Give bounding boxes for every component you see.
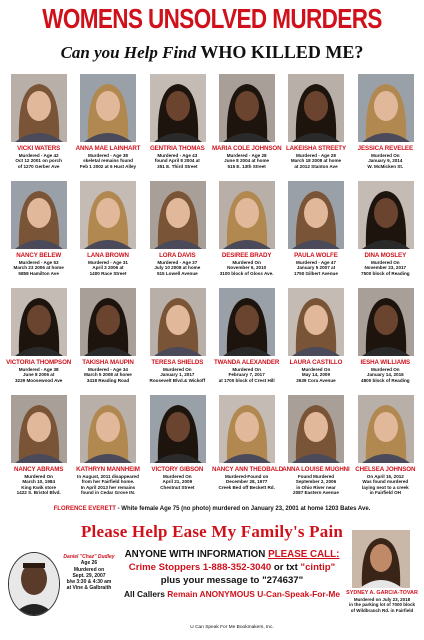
victim-info: Murdered On November 6, 2010 3100 block of Gloss Ave. (219, 260, 274, 276)
victim-name: VICTORIA THOMPSON (6, 359, 72, 366)
victim-photo (358, 288, 414, 356)
victim-photo (11, 181, 67, 249)
victim-row (4, 393, 420, 500)
victim-card (73, 286, 142, 393)
victim-name: GENTRIA THOMAS (149, 145, 205, 152)
victim-photo (288, 395, 344, 463)
chaz-info: Age 26 Murdered on Sept. 29, 2007 b/w 3:30 & 4:30 am at Vine & Galbraith (66, 560, 112, 592)
poster-subtitle (0, 42, 424, 63)
crime-stoppers-line (118, 562, 346, 573)
victim-info: Murdered - Age 38 skeletal remains found Feb 1 2002 at 6 Hust Alley (79, 153, 137, 169)
victim-name: NANCY BELEW (16, 252, 62, 259)
victim-info: Murdered - Age 38 June 8 2006 at 3229 Moosewood Ave (14, 367, 63, 383)
chaz-section (6, 546, 116, 636)
victim-name: DINA MOSLEY (364, 252, 407, 259)
victim-photo (150, 395, 206, 463)
anyone-line (118, 549, 346, 560)
victim-card (281, 393, 350, 500)
chaz-photo (8, 552, 60, 616)
sydney-info: Murdered on July 23, 2018 in the parking lot of 7000 block of Wildbranch Rd. in Fairfield (348, 597, 415, 613)
victim-photo (358, 181, 414, 249)
victim-card (281, 286, 350, 393)
victim-name: IESHA WILLIAMS (360, 359, 411, 366)
victim-name: LAURA CASTILLO (289, 359, 343, 366)
victim-info: Murdered-Found on December 28, 1977 Creek Bed off Beckett Rd. (218, 474, 275, 490)
sydney-photo (352, 530, 410, 588)
victim-info: Murdered On January 9, 2014 W. McMicken St. (367, 153, 404, 169)
victim-photo (219, 74, 275, 142)
victim-photo (358, 395, 414, 463)
victim-name: CHELSEA JOHNSON (355, 466, 416, 473)
victim-card (143, 179, 212, 286)
victim-card (4, 393, 73, 500)
anyone-text: ANYONE WITH INFORMATION (124, 549, 269, 560)
victim-card (211, 393, 284, 500)
victim-name: NANCY ABRAMS (13, 466, 64, 473)
victim-name: MARIA COLE JOHNSON (211, 145, 282, 152)
victim-photo (80, 288, 136, 356)
subtitle-italic: Can you Help Find (60, 43, 197, 62)
florence-name: FLORENCE EVERETT (53, 506, 116, 512)
victim-info: Murdered On March 10, 1984 King Kwik store 1422 S. Bristol Blvd. (16, 474, 61, 496)
cintip-text: "cintip" (300, 562, 336, 573)
victim-info: Murdered - Age 34 March 5 2008 at home 3418 Reading Road (84, 367, 132, 383)
remain-anon-text: Remain ANONYMOUS U-Can-Speak-For-Me (167, 589, 341, 599)
victim-name: LANA BROWN (87, 252, 129, 259)
florence-note (4, 506, 420, 512)
subtitle-caps: WHO KILLED ME? (200, 42, 364, 62)
victim-photo (11, 395, 67, 463)
victim-photo (80, 74, 136, 142)
victim-name: ANNA LOUISE MUGHNI (282, 466, 350, 473)
victim-photo (150, 74, 206, 142)
victim-card (351, 72, 420, 179)
crime-stoppers-number: Crime Stoppers 1-888-352-3040 (128, 562, 272, 573)
victim-info: Murdered On February 7, 2017 at 1700 block of Crest Hill (218, 367, 275, 383)
victim-name: NANCY ANN THEOBALD (211, 466, 284, 473)
victim-photo (219, 181, 275, 249)
victim-card (212, 286, 281, 393)
victim-card (351, 393, 420, 500)
victim-info: Murdered - Age 47 January 5 2007 at 1750 Gilbert Avenue (294, 260, 338, 276)
victim-card (212, 179, 281, 286)
victim-grid (4, 72, 420, 500)
victim-card (4, 72, 73, 179)
chaz-caption (60, 554, 118, 592)
victim-card (73, 179, 142, 286)
victim-info: Found Murdered September 2, 2006 in Ohio River near 2087 Eastern Avenue (293, 474, 339, 496)
victim-photo (288, 288, 344, 356)
victim-info: Murdered On November 23, 2017 7500 block of Reading (361, 260, 410, 276)
victim-photo (219, 395, 275, 463)
victim-name: ANNA MAE LAINHART (75, 145, 141, 152)
victim-info: Murdered On April 21, 2009 Chestnut Street (160, 474, 195, 490)
victim-row (4, 179, 420, 286)
victim-info: On April 15, 2012 Was found murdered laying next to a creek in Fairfield OH (361, 474, 409, 496)
victim-card (4, 286, 73, 393)
victim-photo (80, 181, 136, 249)
victim-photo (288, 74, 344, 142)
victim-info: Murdered On January 1, 2017 Roosevelt Blvd.& Wickoff (149, 367, 206, 383)
poster-title: WOMENS UNSOLVED MURDERS (42, 2, 382, 34)
callers-prefix: All Callers (123, 589, 168, 599)
victim-card (351, 179, 420, 286)
victim-photo (358, 74, 414, 142)
victim-card (212, 72, 281, 179)
victim-info: In August, 2011 disappeared from her Fairfield home. In April 2013 her remains found in Cedar Grove IN. (77, 474, 139, 496)
florence-text: - White female Age 75 (no photo) murdered on January 23, 2001 at home 1203 Bates Ave. (115, 506, 371, 512)
victim-name: PAULA WOLFE (294, 252, 338, 259)
please-call-text: PLEASE CALL: (268, 549, 340, 560)
bookmakers-credit: U Can Speak For Me Bookmakers, Inc. (190, 625, 274, 630)
victim-name: VICKI WATERS (17, 145, 61, 152)
victim-info: Murdered - Age 28 March 18 2008 at home at 2012 Stanton Ave (290, 153, 342, 169)
victim-card (73, 72, 142, 179)
victim-info: Murdered - Age 31 April 3 2006 at 1400 Race Street (88, 260, 128, 276)
victim-photo (11, 288, 67, 356)
victim-row (4, 286, 420, 393)
victim-info: Murdered - Age 42 Oct 12 2001 on porch of 1270 Gerber Ave (15, 153, 62, 169)
victim-name: LAKEISHA STREETY (285, 145, 346, 152)
victim-card (143, 72, 212, 179)
victim-card (143, 393, 212, 500)
victim-photo (150, 181, 206, 249)
call-box (118, 546, 346, 599)
chaz-name: Daniel "Chaz" Dudley (63, 554, 115, 560)
callers-line (118, 589, 346, 599)
victim-name: VICTORY GIBSON (151, 466, 204, 473)
victim-photo (11, 74, 67, 142)
victim-name: TWANDA ALEXANDER (213, 359, 280, 366)
victim-name: JESSICA REVELEE (357, 145, 413, 152)
victim-photo (80, 395, 136, 463)
victim-card (73, 393, 142, 500)
ease-pain-heading: Please Help Ease My Family's Pain (80, 522, 344, 541)
victim-photo (288, 181, 344, 249)
victim-name: KATHRYN MANNHEIM (76, 466, 140, 473)
victim-name: DESIREE BRADY (221, 252, 272, 259)
victim-card (4, 179, 73, 286)
plus-message-line: plus your message to "274637" (160, 575, 304, 586)
victim-card (281, 72, 350, 179)
victim-name: TERESA SHIELDS (151, 359, 204, 366)
victim-card (281, 179, 350, 286)
victim-card (351, 286, 420, 393)
victim-name: TAKISHA MAUPIN (82, 359, 134, 366)
victim-info: Murdered On May 14, 2009 2639 Cora Avenue (296, 367, 336, 383)
victim-row (4, 72, 420, 179)
victim-photo (219, 288, 275, 356)
victim-info: Murdered - Age 37 July 10 2008 at home 515 Lowell Avenue (154, 260, 201, 276)
victim-info: Murdered - Age 53 March 23 2006 at home 5858 Hamilton Ave (13, 260, 64, 276)
victim-card (143, 286, 212, 393)
victim-info: Murdered - Age 28 June 8 2004 at home 515 E. 13th Street (224, 153, 270, 169)
or-txt-text: or txt (271, 562, 301, 573)
victim-info: Murdered On January 14, 2016 4800 block of Reading (361, 367, 410, 383)
victim-name: LORA DAVIS (159, 252, 196, 259)
victim-photo (150, 288, 206, 356)
sydney-name: SYDNEY A. GARCIA-TOVAR (346, 590, 418, 596)
victim-info: Murdered - Age 43 found April 8 2004 at 351 E. Third Street (154, 153, 200, 169)
